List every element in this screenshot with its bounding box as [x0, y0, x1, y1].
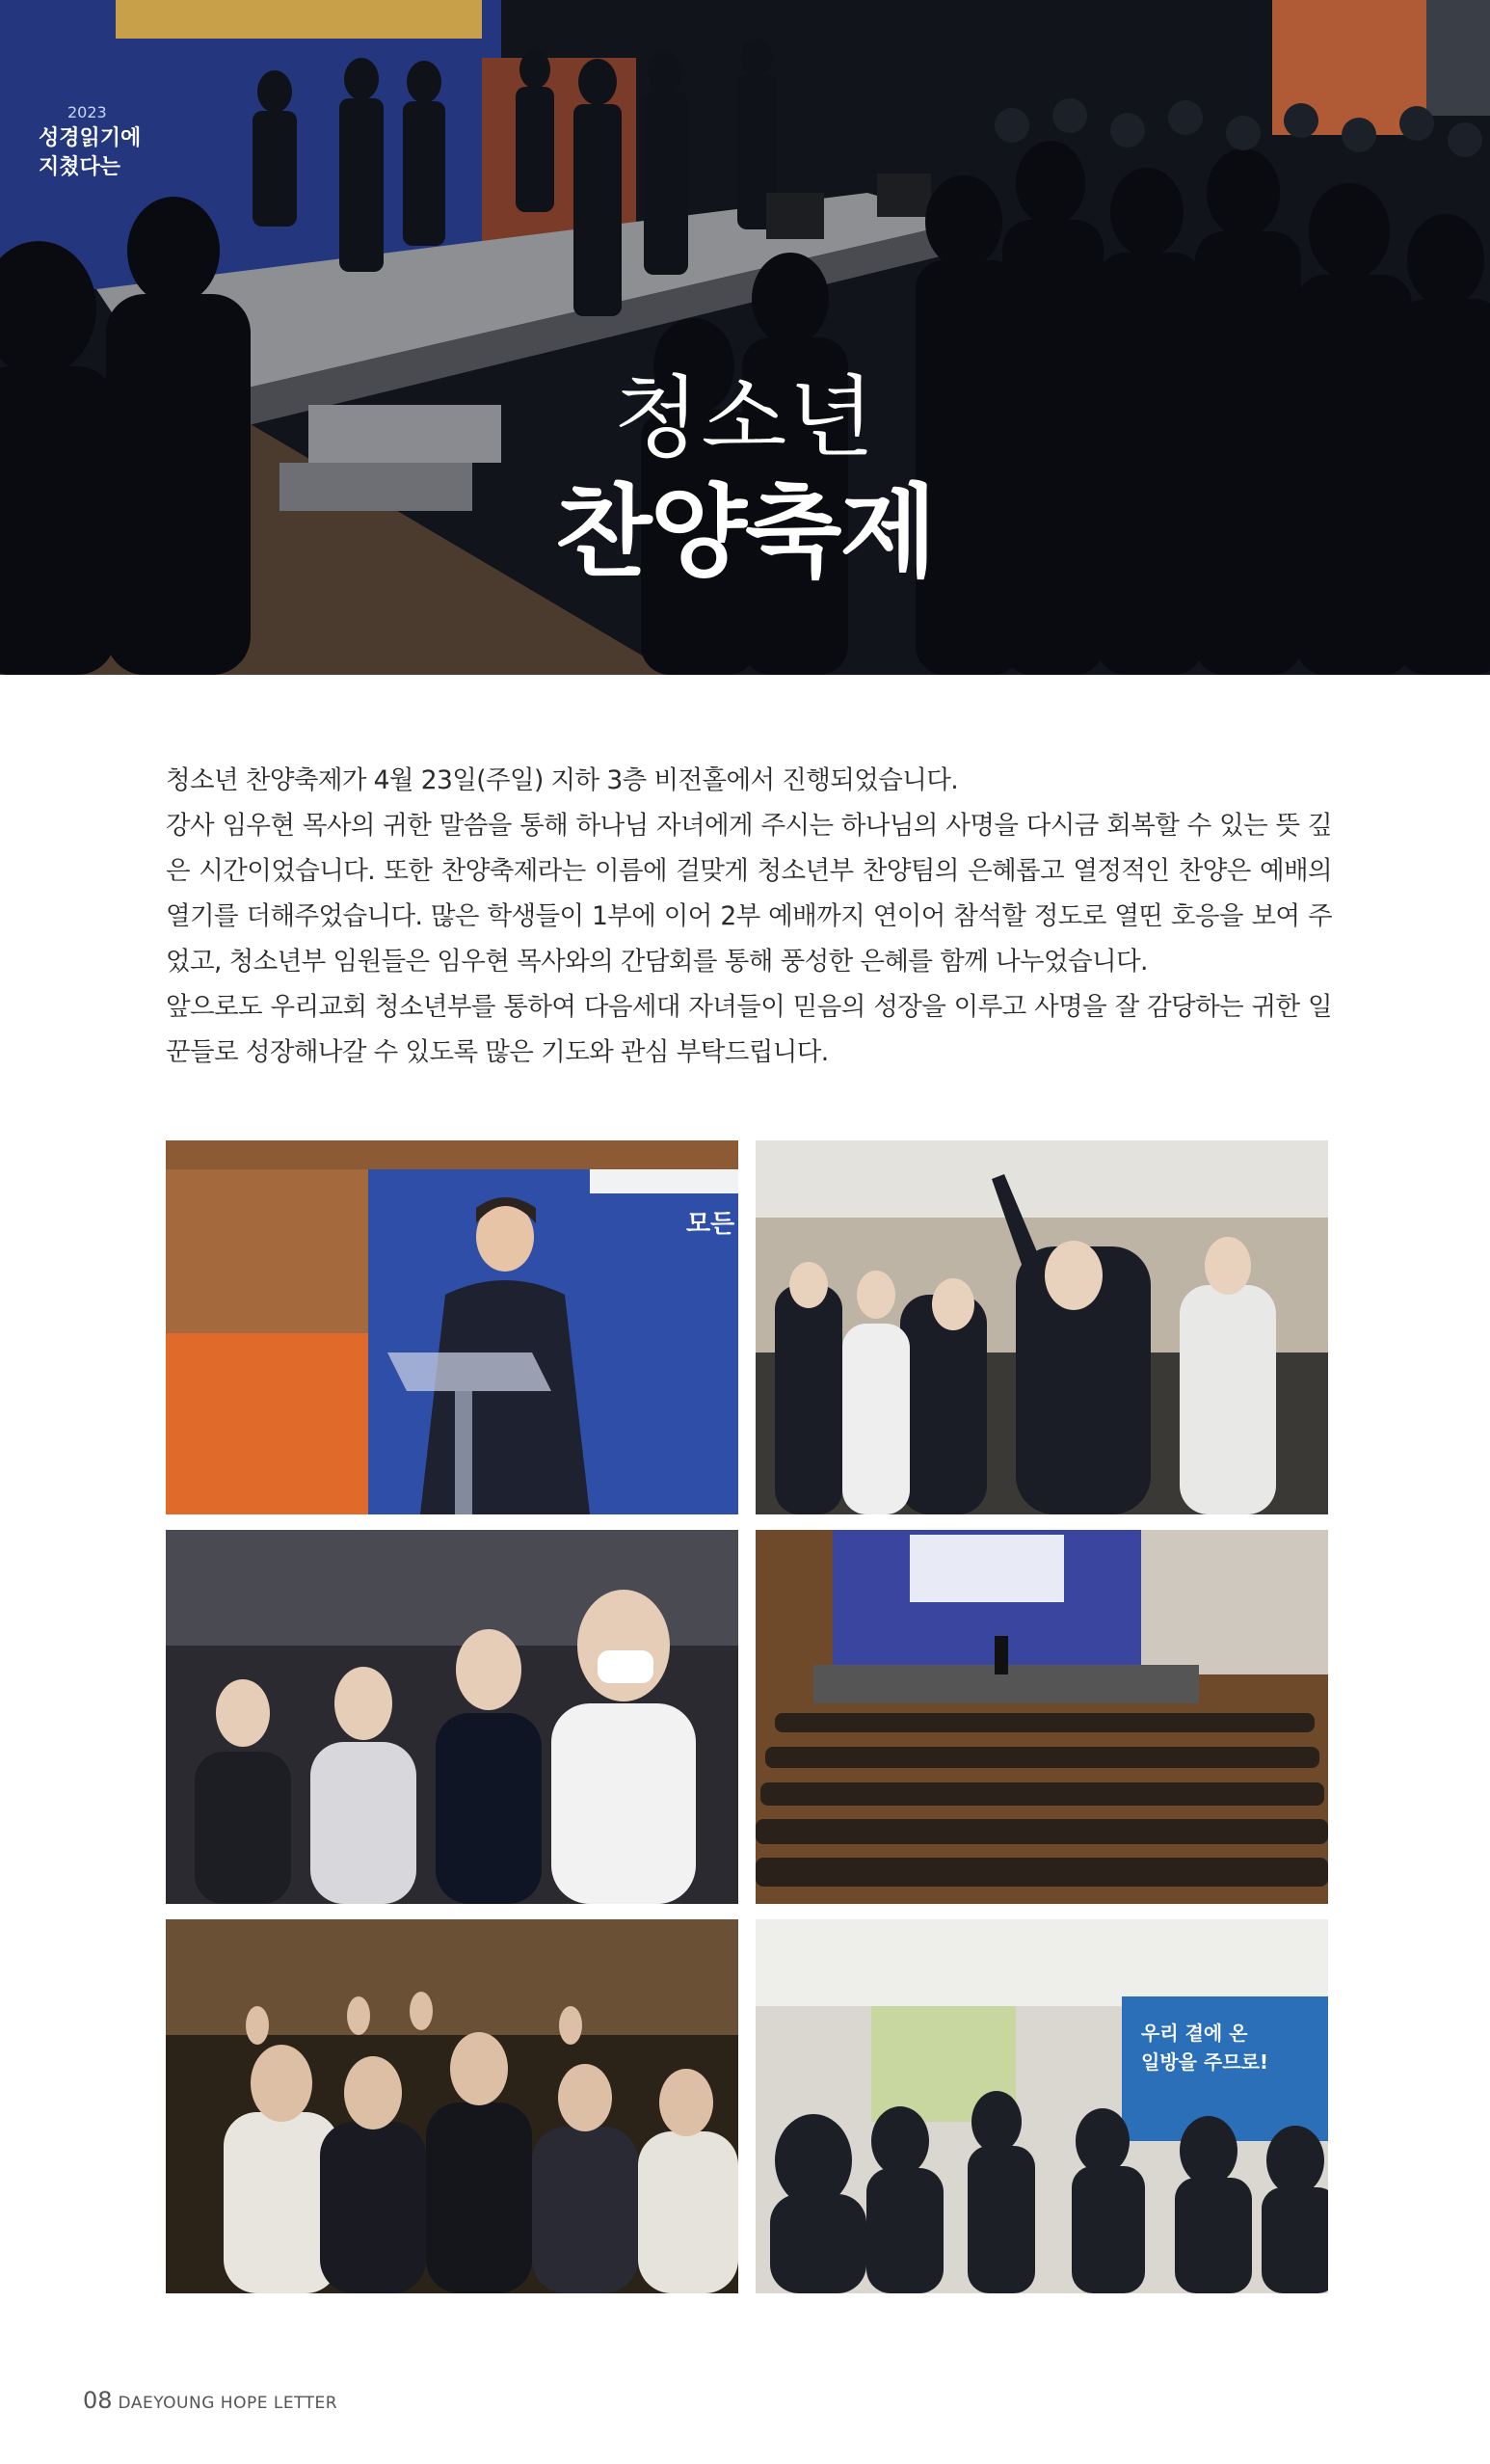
- banner-year: 2023: [67, 103, 107, 121]
- page-footer: [83, 2387, 337, 2414]
- publication-name: DAEYOUNG HOPE LETTER: [118, 2394, 338, 2413]
- article-paragraph: 청소년 찬양축제가 4월 23일(주일) 지하 3층 비전홀에서 진행되었습니다.: [166, 765, 959, 795]
- article-body: [166, 758, 1332, 1075]
- hero-title: 찬양축제: [555, 473, 935, 591]
- article-paragraph: 앞으로도 우리교회 청소년부를 통하여 다음세대 자녀들이 믿음의 성장을 이루고 사명을 잘 감당하는 귀한 일꾼들로 성장해나갈 수 있도록 많은 기도와 관심 부탁드립니다.: [166, 992, 1332, 1067]
- hero-photo: [0, 0, 1490, 675]
- photo-sign-text: 모든: [686, 1210, 735, 1239]
- photo-hall-overview: [756, 1530, 1328, 1904]
- photo-meeting-room: [756, 1919, 1328, 2293]
- article-paragraph: 강사 임우현 목사의 귀한 말씀을 통해 하나님 자녀에게 주시는 하나님의 사명을 다시금 회복할 수 있는 뜻 깊은 시간이었습니다. 또한 찬양축제라는 이름에 걸맞게 청소년부 찬양팀의 은혜롭고 열정적인 찬양은 예배의 열기를 더해주었습니다. 많은 학생들이 1부에 이어 2부 예배까지 연이어 참석할 정도로 열띤 호응을 보여 주었고, 청소년부 임원들은 임우현 목사와의 간담회를 통해 풍성한 은혜를 함께 나누었습니다.: [166, 811, 1332, 977]
- photo-youth-hands-raised: [166, 1919, 738, 2293]
- meeting-banner-line2: 일방을 주므로!: [1141, 2050, 1269, 2074]
- hero-subtitle: 청소년: [613, 366, 877, 469]
- photo-worship-raising-hands: [756, 1140, 1328, 1514]
- banner-text: 성경읽기에: [39, 126, 142, 150]
- page-number: 08: [83, 2387, 113, 2414]
- meeting-banner-line1: 우리 곁에 온: [1141, 2022, 1248, 2045]
- banner-text-2: 지쳤다는: [39, 155, 121, 179]
- photo-speaker-preaching: [166, 1140, 738, 1514]
- photo-students-worship: [166, 1530, 738, 1904]
